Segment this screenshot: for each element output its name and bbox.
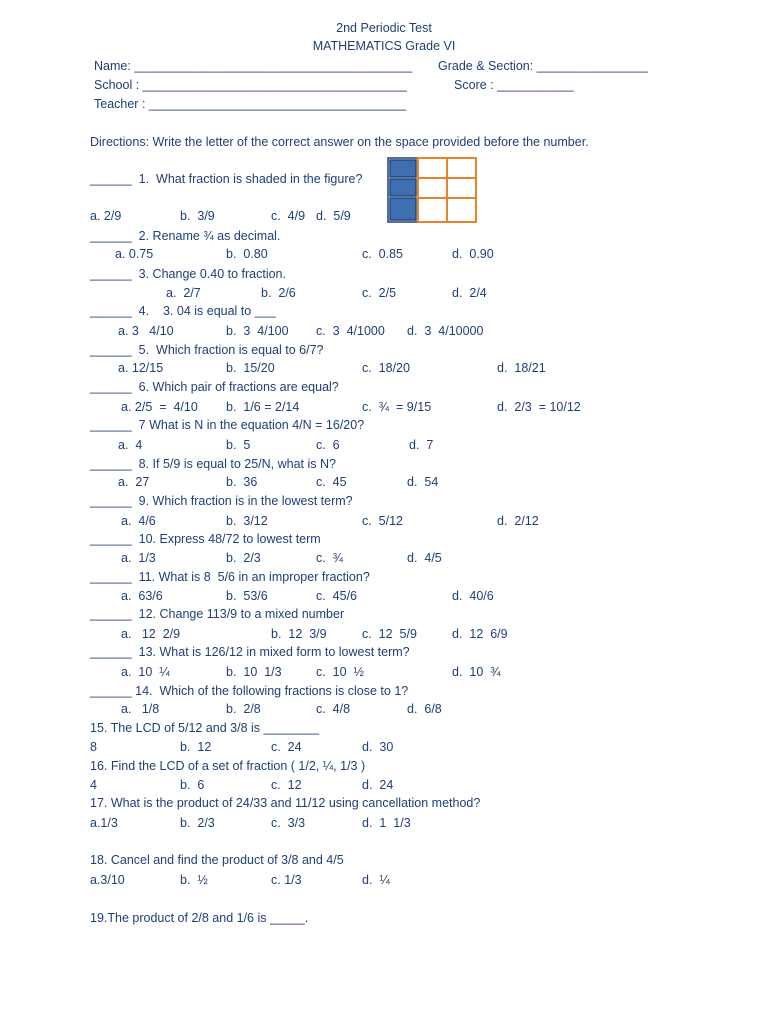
q15-choice-c: c. 24 [271,740,302,754]
score-field[interactable]: Score : ___________ [454,78,574,92]
q10-choice-a: a. 1/3 [121,551,156,565]
q13-choice-b: b. 10 1/3 [226,665,282,679]
question-17: 17. What is the product of 24/33 and 11/12 using cancellation method? [90,796,481,810]
question-4: ______ 4. 3. 04 is equal to ___ [90,304,276,318]
q6-choice-a: a. 2/5 = 4/10 [121,400,198,414]
unshaded-part [418,158,447,178]
question-2: ______ 2. Rename ¾ as decimal. [90,229,281,243]
q9-choice-a: a. 4/6 [121,514,156,528]
q2-choice-d: d. 0.90 [452,247,494,261]
q17-choice-d: d. 1 1/3 [362,816,411,830]
page-subtitle: MATHEMATICS Grade VI [312,39,456,53]
q17-choice-c: c. 3/3 [271,816,306,830]
q6-choice-c: c. ¾ = 9/15 [362,400,432,414]
q7-choice-a: a. 4 [118,438,143,452]
question-15: 15. The LCD of 5/12 and 3/8 is ________ [90,721,320,735]
q4-choice-b: b. 3 4/100 [226,324,289,338]
q3-choice-d: d. 2/4 [452,286,487,300]
fraction-grid-figure [385,155,479,225]
q1-choice-b: b. 3/9 [180,209,215,223]
shaded-part [390,160,416,177]
q7-choice-d: d. 7 [409,438,434,452]
q9-choice-b: b. 3/12 [226,514,268,528]
q10-choice-c: c. ¾ [316,551,344,565]
q12-choice-d: d. 12 6/9 [452,627,508,641]
question-9: ______ 9. Which fraction is in the lowest term? [90,494,353,508]
q2-choice-b: b. 0.80 [226,247,268,261]
q9-choice-c: c. 5/12 [362,514,403,528]
q11-choice-a: a. 63/6 [121,589,163,603]
q8-choice-a: a. 27 [118,475,150,489]
q7-choice-c: c. 6 [316,438,340,452]
q8-choice-b: b. 36 [226,475,258,489]
page-title: 2nd Periodic Test [336,21,432,35]
q8-choice-d: d. 54 [407,475,439,489]
unshaded-part [447,158,476,178]
q2-choice-c: c. 0.85 [362,247,403,261]
q11-choice-b: b. 53/6 [226,589,268,603]
q2-choice-a: a. 0.75 [115,247,154,261]
q17-choice-a: a.1/3 [90,816,118,830]
q11-choice-d: d. 40/6 [452,589,494,603]
q4-choice-a: a. 3 4/10 [118,324,174,338]
directions: Directions: Write the letter of the correct answer on the space provided before the number. [90,135,589,149]
question-1: ______ 1. What fraction is shaded in the figure? [90,172,363,186]
q15-choice-b: b. 12 [180,740,212,754]
q14-choice-a: a. 1/8 [121,702,160,716]
unshaded-part [418,178,447,198]
shaded-part [390,198,416,220]
q1-choice-c: c. 4/9 [271,209,306,223]
teacher-field[interactable]: Teacher : _____________________________________ [94,97,407,111]
unshaded-part [447,198,476,222]
q13-choice-d: d. 10 ¾ [452,665,501,679]
q15-choice-a: 8 [90,740,97,754]
q7-choice-b: b. 5 [226,438,251,452]
question-7: ______ 7 What is N in the equation 4/N = 16/20? [90,418,365,432]
q18-choice-b: b. ½ [180,873,208,887]
question-8: ______ 8. If 5/9 is equal to 25/N, what is N? [90,457,336,471]
q17-choice-b: b. 2/3 [180,816,215,830]
q13-choice-c: c. 10 ½ [316,665,364,679]
question-11: ______ 11. What is 8 5/6 in an improper fraction? [90,570,370,584]
q10-choice-d: d. 4/5 [407,551,442,565]
q3-choice-a: a. 2/7 [166,286,201,300]
q16-choice-a: 4 [90,778,97,792]
q13-choice-a: a. 10 ¼ [121,665,170,679]
q16-choice-b: b. 6 [180,778,205,792]
grade-section-field[interactable]: Grade & Section: ________________ [438,59,648,73]
question-19: 19.The product of 2/8 and 1/6 is _____. [90,911,309,925]
question-16: 16. Find the LCD of a set of fraction ( 1/2, ¼, 1/3 ) [90,759,366,773]
q15-choice-d: d. 30 [362,740,394,754]
q3-choice-c: c. 2/5 [362,286,397,300]
unshaded-part [447,178,476,198]
question-3: ______ 3. Change 0.40 to fraction. [90,267,286,281]
q3-choice-b: b. 2/6 [261,286,296,300]
q4-choice-d: d. 3 4/10000 [407,324,484,338]
name-field[interactable]: Name: ________________________________________ [94,59,413,73]
q18-choice-c: c. 1/3 [271,873,302,887]
question-10: ______ 10. Express 48/72 to lowest term [90,532,321,546]
q1-choice-d: d. 5/9 [316,209,351,223]
school-field[interactable]: School : ______________________________________ [94,78,407,92]
q16-choice-c: c. 12 [271,778,302,792]
q6-choice-d: d. 2/3 = 10/12 [497,400,581,414]
q18-choice-a: a.3/10 [90,873,125,887]
question-13: ______ 13. What is 126/12 in mixed form to lowest term? [90,645,410,659]
question-14: ______ 14. Which of the following fractions is close to 1? [90,684,409,698]
question-18: 18. Cancel and find the product of 3/8 and 4/5 [90,853,344,867]
q12-choice-a: a. 12 2/9 [121,627,181,641]
q16-choice-d: d. 24 [362,778,394,792]
q18-choice-d: d. ¼ [362,873,390,887]
q6-choice-b: b. 1/6 = 2/14 [226,400,300,414]
q12-choice-c: c. 12 5/9 [362,627,417,641]
q10-choice-b: b. 2/3 [226,551,261,565]
q5-choice-b: b. 15/20 [226,361,275,375]
q5-choice-c: c. 18/20 [362,361,410,375]
unshaded-part [418,198,447,222]
q5-choice-d: d. 18/21 [497,361,546,375]
question-5: ______ 5. Which fraction is equal to 6/7? [90,343,324,357]
q11-choice-c: c. 45/6 [316,589,357,603]
question-12: ______ 12. Change 113/9 to a mixed number [90,607,345,621]
q1-choice-a: a. 2/9 [90,209,122,223]
q14-choice-b: b. 2/8 [226,702,261,716]
question-6: ______ 6. Which pair of fractions are equal? [90,380,339,394]
q5-choice-a: a. 12/15 [118,361,164,375]
q8-choice-c: c. 45 [316,475,347,489]
q9-choice-d: d. 2/12 [497,514,539,528]
q4-choice-c: c. 3 4/1000 [316,324,385,338]
shaded-part [390,179,416,196]
q14-choice-c: c. 4/8 [316,702,351,716]
q14-choice-d: d. 6/8 [407,702,442,716]
q12-choice-b: b. 12 3/9 [271,627,327,641]
